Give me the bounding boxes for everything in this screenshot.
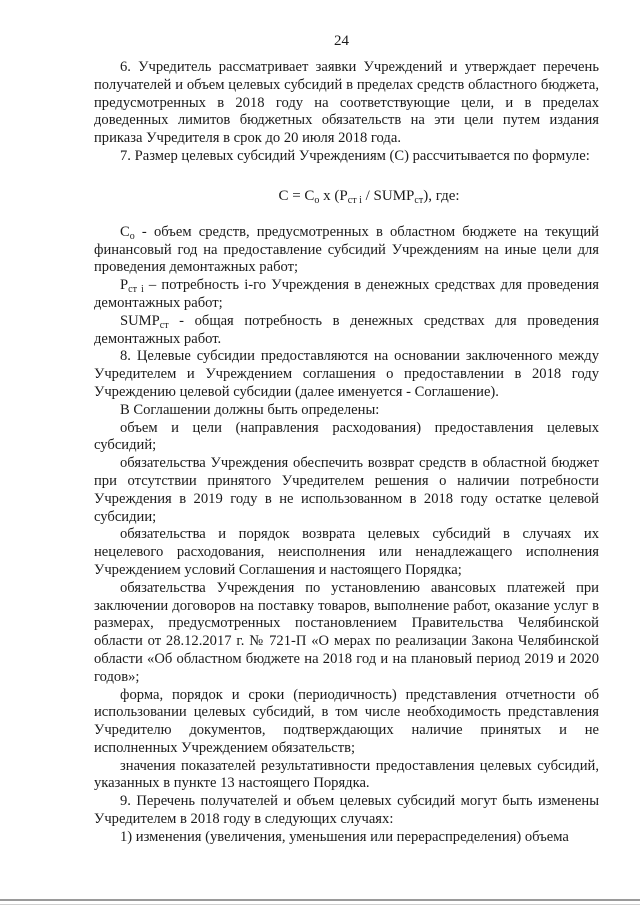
paragraph-8: 8. Целевые субсидии предоставляются на основании заключенного между Учредителем и Учреждением соглашения о предоставлении в 2018 году Учреждению целевой субсидии (далее именуется - Соглашение). [94, 348, 599, 400]
paragraph-9: 9. Перечень получателей и объем целевых субсидий могут быть изменены Учредителем в 2018 году в следующих случаях: [94, 793, 599, 828]
definition-sump: $SUMP_{ст}$ - общая потребность в денежных средствах для проведения демонтажных работ. [94, 312, 599, 347]
definition-pst: $Р_{ст i}$ – потребность i-го Учреждения в денежных средствах для проведения демонтажных работ; [94, 277, 599, 311]
agreement-intro: В Соглашении должны быть определены: [120, 401, 380, 418]
agreement-item-volume: объем и цели (направления расходования) предоставления целевых субсидий; [94, 419, 599, 454]
agreement-item-return: обязательства Учреждения обеспечить возврат средств в областной бюджет при отсутствии принятого Учредителем решения о наличии потребности Учреждения в 2019 году в не использованном в 2018 году остатке целевой субсидии; [94, 455, 599, 525]
agreement-item-advance: обязательства Учреждения по установлению авансовых платежей при заключении договоров на поставку товаров, выполнение работ, оказание услуг в размерах, предусмотренных постановлением Правительства Челябинской области от 28.12.2017 г. № 721-П «О мерах по реализации Закона Челябинской области «Об областном бюджете на 2018 год и на плановый период 2019 и 2020 годов»; [94, 579, 599, 685]
agreement-item-report: форма, порядок и сроки (периодичность) представления отчетности об использовании целевых субсидий, в том числе необходимость представления Учредителю документов, подтверждающих наличие принятых и не исполненных Учреждением обязательств; [94, 686, 599, 756]
agreement-item-indicators: значения показателей результативности предоставления целевых субсидий, указанных в пункте 13 настоящего Порядка. [94, 757, 599, 792]
agreement-item-misuse: обязательства и порядок возврата целевых субсидий в случаях их нецелевого расходования, неисполнения или ненадлежащего исполнения Учреждением условий Соглашения и настоящего Порядка; [94, 526, 599, 578]
paragraph-6: 6. Учредитель рассматривает заявки Учреждений и утверждает перечень получателей и объем целевых субсидий в пределах средств областного бюджета, предусмотренных в 2018 году на соответствующие цели, и в пределах доведенных лимитов бюджетных обязательств на эти цели путем издания приказа Учредителя в срок до 20 июля 2018 года. [94, 59, 599, 147]
subsidy-formula: $С = С_о$ х ($Р_{ст i}$ / $SUMP_{ст}$), где: [278, 187, 460, 206]
page-number: 24 [334, 33, 349, 49]
definition-co: $С_о$ - объем средств, предусмотренных в областном бюджете на текущий финансовый год на предоставление субсидий Учреждениям на иные цели для проведения демонтажных работ; [94, 223, 599, 276]
paragraph-9-item-1: 1) изменения (увеличения, уменьшения или перераспределения) объема [120, 828, 569, 845]
paragraph-7: 7. Размер целевых субсидий Учреждениям (С) рассчитывается по формуле: [120, 147, 590, 164]
scan-bottom-edge [0, 899, 640, 901]
